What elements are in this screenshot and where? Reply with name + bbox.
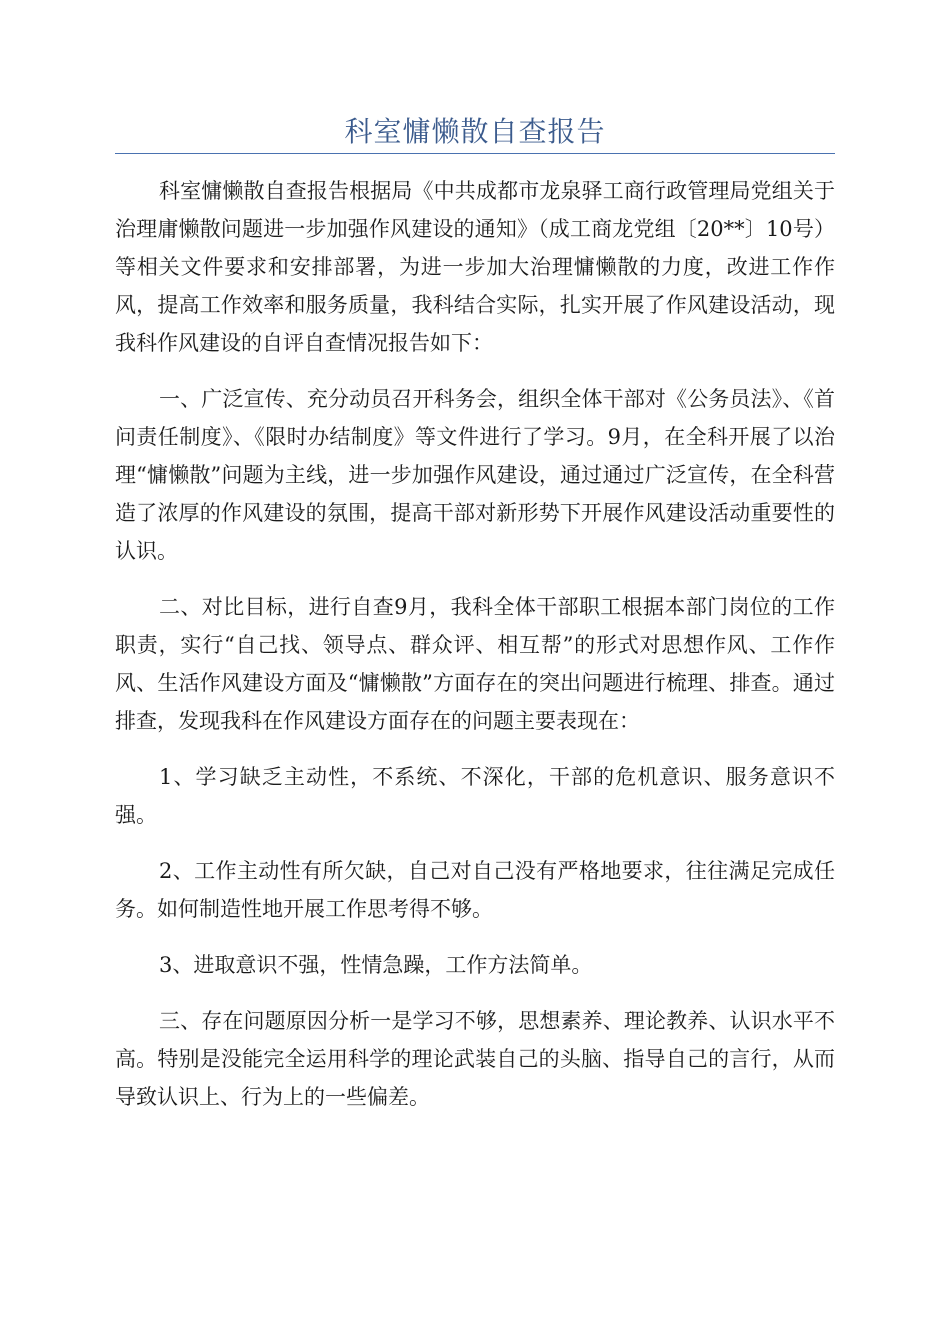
paragraph-item-1: 1、学习缺乏主动性，不系统、不深化，干部的危机意识、服务意识不强。	[115, 765, 835, 827]
paragraph-section-2: 二、对比目标，进行自查9月，我科全体干部职工根据本部门岗位的工作职责，实行“自己找、领导点、群众评、相互帮”的形式对思想作风、工作作风、生活作风建设方面及“慵懒散”方面存在的突出问题进行梳理、排查。通过排查，发现我科在作风建设方面存在的问题主要表现在：	[115, 595, 835, 733]
paragraph-item-2: 2、工作主动性有所欠缺，自己对自己没有严格地要求，往往满足完成任务。如何制造性地开展工作思考得不够。	[115, 859, 835, 921]
document-body	[115, 172, 835, 1134]
paragraph-intro: 科室慵懒散自查报告根据局《中共成都市龙泉驿工商行政管理局党组关于治理庸懒散问题进一步加强作风建设的通知》（成工商龙党组〔20**〕10号）等相关文件要求和安排部署，为进一步加大治理慵懒散的力度，改进工作作风，提高工作效率和服务质量，我科结合实际，扎实开展了作风建设活动，现我科作风建设的自评自查情况报告如下：	[115, 179, 835, 355]
document-title: 科室慵懒散自查报告	[344, 115, 606, 148]
paragraph-item-3: 3、进取意识不强，性情急躁，工作方法简单。	[159, 953, 593, 977]
title-underline	[115, 153, 835, 154]
paragraph-section-3: 三、存在问题原因分析一是学习不够，思想素养、理论教养、认识水平不高。特别是没能完全运用科学的理论武装自己的头脑、指导自己的言行，从而导致认识上、行为上的一些偏差。	[115, 1009, 835, 1109]
paragraph-section-1: 一、广泛宣传、充分动员召开科务会，组织全体干部对《公务员法》、《首问责任制度》、《限时办结制度》等文件进行了学习。9月，在全科开展了以治理“慵懒散”问题为主线，进一步加强作风建设，通过通过广泛宣传，在全科营造了浓厚的作风建设的氛围，提高干部对新形势下开展作风建设活动重要性的认识。	[115, 387, 835, 563]
